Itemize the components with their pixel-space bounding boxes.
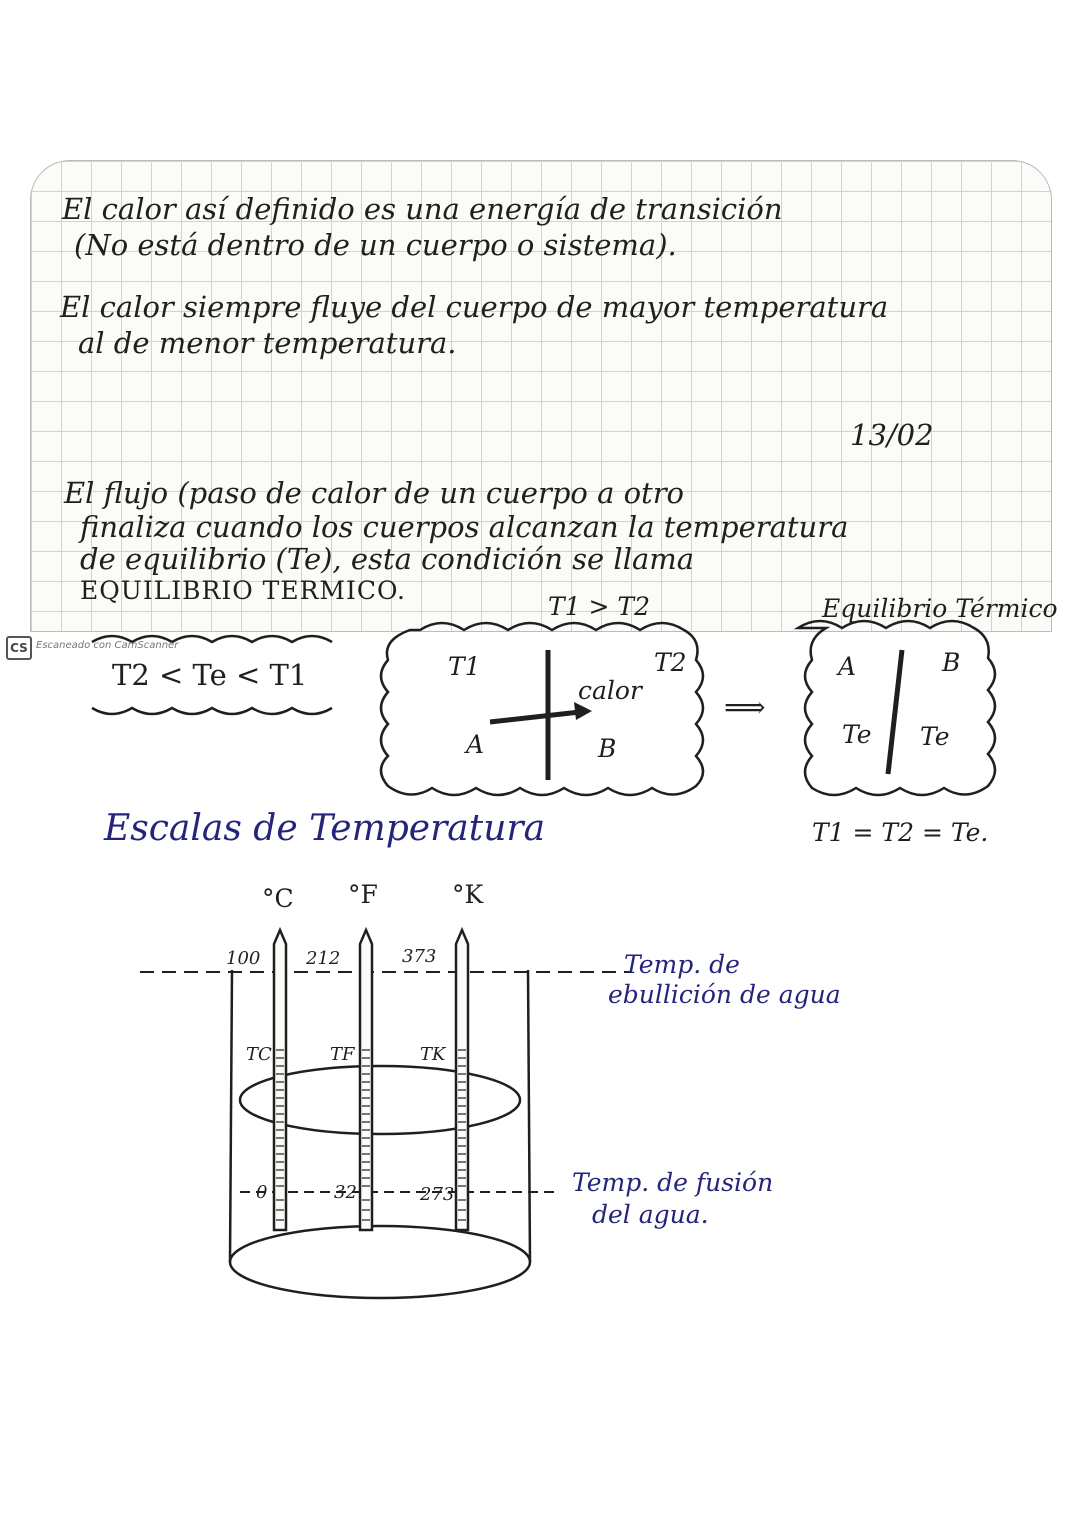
thermometer-kelvin	[456, 930, 468, 1230]
unit-kelvin: °K	[452, 880, 484, 909]
equality: T1 = T2 = Te.	[812, 818, 989, 847]
container-right	[528, 970, 530, 1262]
box1-b: B	[598, 734, 617, 763]
reading-celsius: TC	[246, 1044, 272, 1065]
text-line-2: (No está dentro de un cuerpo o sistema).	[74, 228, 677, 262]
temperature-condition: T1 > T2	[548, 592, 651, 621]
box2-te-left: Te	[842, 720, 872, 749]
box2-divider	[888, 650, 902, 774]
fusion-celsius: 0	[256, 1182, 268, 1203]
scales-heading: Escalas de Temperatura	[104, 808, 546, 849]
camscanner-text: Escaneado con CamScanner	[36, 640, 179, 651]
text-line-8: EQUILIBRIO TERMICO.	[80, 576, 407, 605]
heat-arrow	[490, 712, 580, 722]
unit-fahrenheit: °F	[348, 880, 378, 909]
boil-label-1: Temp. de	[624, 950, 740, 979]
boil-label-2: ebullición de agua	[608, 980, 841, 1009]
box2-b: B	[942, 648, 961, 677]
text-line-4: al de menor temperatura.	[78, 326, 457, 360]
fusion-kelvin: 273	[420, 1184, 455, 1205]
text-line-7: de equilibrio (Te), esta condición se llama	[80, 542, 695, 576]
thermometer-fahrenheit	[360, 930, 372, 1230]
box2-te-right: Te	[920, 722, 950, 751]
boil-celsius: 100	[226, 948, 261, 969]
thermometer-celsius	[274, 930, 286, 1230]
container-left	[230, 970, 232, 1262]
box1-t1: T1	[448, 652, 481, 681]
heat-label: calor	[578, 676, 642, 705]
fusion-label-2: del agua.	[592, 1200, 709, 1229]
reading-fahrenheit: TF	[330, 1044, 355, 1065]
reading-kelvin: TK	[420, 1044, 446, 1065]
boil-kelvin: 373	[402, 946, 437, 967]
date: 13/02	[850, 418, 934, 452]
boil-fahrenheit: 212	[306, 948, 341, 969]
camscanner-logo: CS	[6, 636, 32, 660]
fusion-fahrenheit: 32	[334, 1182, 357, 1203]
unit-celsius: °C	[262, 884, 294, 913]
box2-a: A	[838, 652, 857, 681]
text-line-6: finaliza cuando los cuerpos alcanzan la temperatura	[80, 510, 849, 544]
equilibrium-title: Equilibrio Térmico	[822, 594, 1058, 623]
box1-a: A	[466, 730, 485, 759]
box1-t2: T2	[654, 648, 687, 677]
text-line-1: El calor así definido es una energía de transición	[62, 192, 783, 226]
fusion-label-1: Temp. de fusión	[572, 1168, 774, 1197]
implies-arrow: ⟹	[724, 690, 766, 724]
text-line-3: El calor siempre fluye del cuerpo de mayor temperatura	[60, 290, 889, 324]
text-line-5: El flujo (paso de calor de un cuerpo a otro	[64, 476, 685, 510]
inequality: T2 < Te < T1	[112, 658, 308, 692]
container-bottom	[230, 1226, 530, 1298]
